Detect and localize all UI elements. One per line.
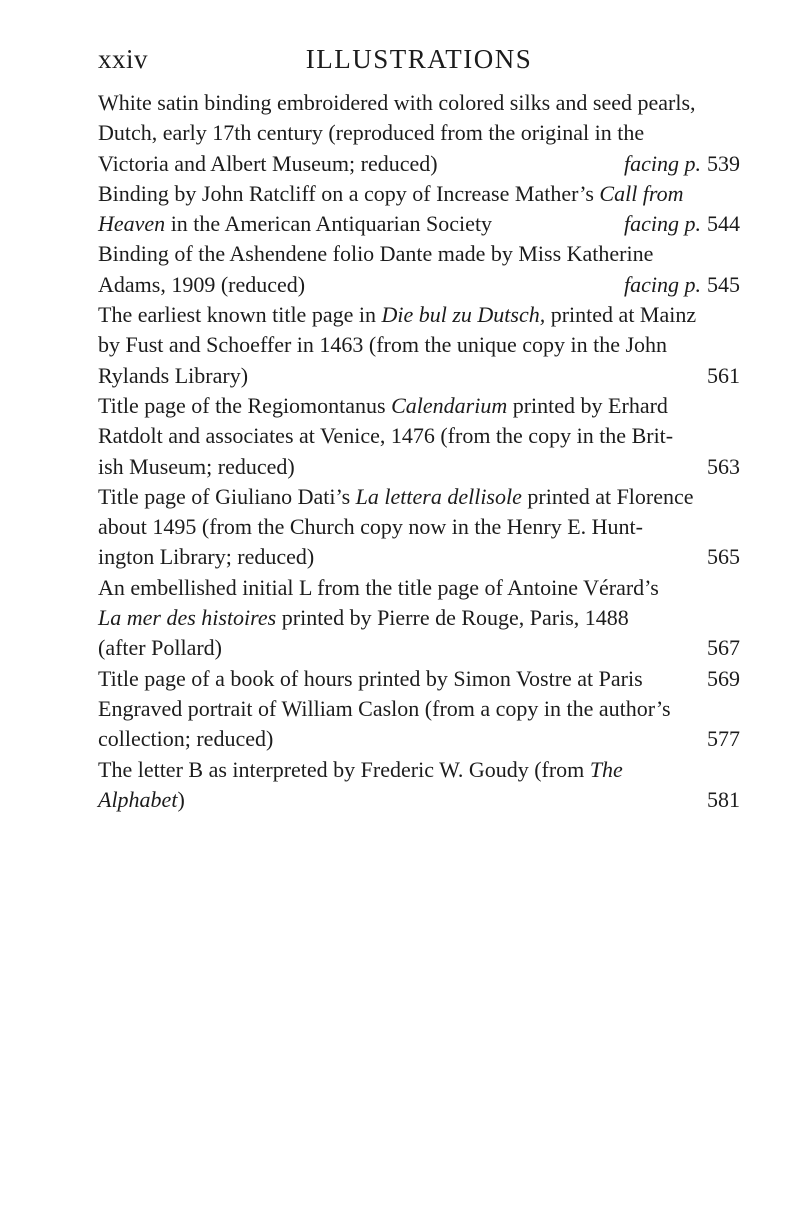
entry-text-line: Binding of the Ashendene folio Dante made by Miss Katherine <box>98 241 654 267</box>
entry-title-italic: Alphabet <box>98 786 178 812</box>
entry-text: Title page of the Regiomontanus <box>98 392 392 418</box>
entry-title-italic: La mer des histoires <box>98 605 277 631</box>
page-number: 563 <box>707 453 740 479</box>
entry-text: printed by Erhard <box>507 392 668 418</box>
list-item <box>98 573 740 664</box>
facing-label: facing p. <box>624 271 701 297</box>
entry-text-line: Ratdolt and associates at Venice, 1476 (from the copy in the Brit- <box>98 423 674 449</box>
list-item <box>98 88 740 179</box>
facing-label: facing p. <box>624 150 701 176</box>
entry-title-italic: Calendarium <box>391 392 508 418</box>
list-item <box>98 482 740 573</box>
entry-text: printed by Pierre de Rouge, Paris, 1488 <box>276 605 629 631</box>
entry-text-line: ish Museum; reduced) <box>98 453 295 479</box>
entry-text-line: about 1495 (from the Church copy now in the Henry E. Hunt- <box>98 514 643 540</box>
list-item <box>98 664 740 694</box>
list-item <box>98 179 740 240</box>
entry-text: printed at Mainz <box>545 302 697 328</box>
entry-text-line: Dutch, early 17th century (reproduced from the original in the <box>98 120 645 146</box>
entry-text: printed at Florence <box>521 483 694 509</box>
page-number: 545 <box>707 271 740 297</box>
page-folio: xxiv <box>98 44 149 74</box>
list-item <box>98 391 740 482</box>
page-title: ILLUSTRATIONS <box>305 44 533 74</box>
entry-title-italic: The <box>589 756 623 782</box>
page-number: 567 <box>707 635 740 661</box>
list-item <box>98 239 740 300</box>
facing-label: facing p. <box>624 211 701 237</box>
list-item <box>98 300 740 391</box>
entry-text-line: Rylands Library) <box>98 362 249 388</box>
entry-text: Binding by John Ratcliff on a copy of Increase Mather’s <box>98 180 600 206</box>
entry-text-line: Engraved portrait of William Caslon (from a copy in the author’s <box>98 695 671 721</box>
entry-text-line: collection; reduced) <box>98 726 274 752</box>
entry-text-line: An embellished initial L from the title page of Antoine Vérard’s <box>98 574 659 600</box>
entry-text: The earliest known title page in <box>98 302 382 328</box>
page-number: 581 <box>707 786 740 812</box>
entry-text-line: Adams, 1909 (reduced) <box>98 271 306 297</box>
list-item <box>98 694 740 755</box>
entry-text: in the American Antiquarian Society <box>165 211 493 237</box>
page-number: 561 <box>707 362 740 388</box>
page-number: 565 <box>707 544 740 570</box>
page-number: 544 <box>707 211 740 237</box>
entry-text-line: by Fust and Schoeffer in 1463 (from the unique copy in the John <box>98 332 668 358</box>
entry-text-line: ington Library; reduced) <box>98 544 315 570</box>
entry-text-line: (after Pollard) <box>98 635 222 661</box>
page-number: 569 <box>707 665 740 691</box>
entry-text: Title page of Giuliano Dati’s <box>98 483 356 509</box>
entry-text-line: White satin binding embroidered with colored silks and seed pearls, <box>98 90 696 115</box>
entry-text: The letter B as interpreted by Frederic W. Goudy (from <box>98 756 590 782</box>
entry-title-italic: Die bul zu Dutsch, <box>381 302 546 328</box>
entry-title-italic: Heaven <box>98 211 166 237</box>
page-number: 577 <box>707 726 740 752</box>
entry-title-italic: La lettera dellisole <box>355 483 522 509</box>
illustrations-list <box>98 88 740 815</box>
entry-text: ) <box>177 786 185 812</box>
entry-text-line: Victoria and Albert Museum; reduced) <box>98 150 438 176</box>
entry-title-italic: Call from <box>599 180 684 206</box>
running-head <box>98 44 740 84</box>
page-number: 539 <box>707 150 740 176</box>
entry-text-line: Title page of a book of hours printed by Simon Vostre at Paris <box>98 665 643 691</box>
list-item <box>98 755 740 816</box>
